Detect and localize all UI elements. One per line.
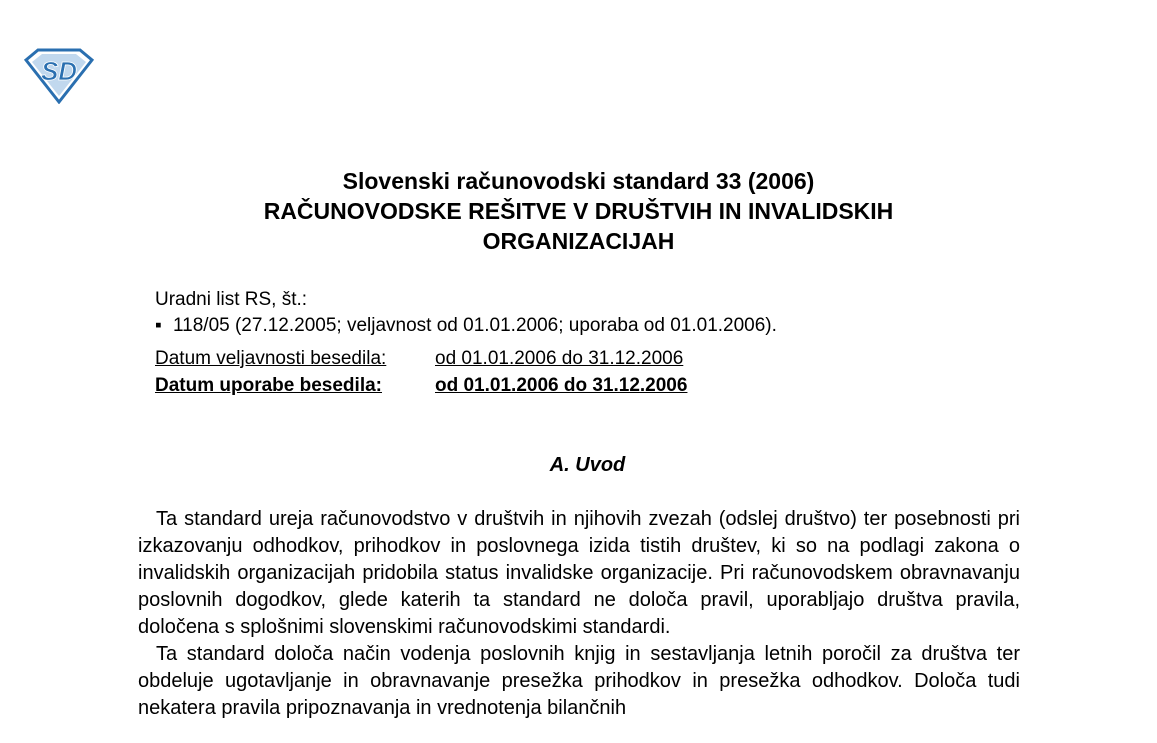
bullet-icon: ▪ — [155, 315, 162, 336]
svg-text:SD: SD — [40, 56, 78, 86]
sd-shield-logo-icon — [22, 48, 96, 104]
sd-logo — [22, 48, 96, 104]
paragraph: Ta standard določa način vodenja poslovnih knjig in sestavljanja letnih poročil za društva ter obdeluje ugotavljanje in obravnavanje presežka prihodkov in presežka odhodkov. Določa tudi nekatera pravila pripoznavanja in vrednotenja bilančnih — [138, 643, 1020, 719]
use-date-label: Datum uporabe besedila: — [155, 375, 382, 396]
validity-date-label: Datum veljavnosti besedila: — [155, 348, 387, 369]
gazette-entry — [155, 313, 777, 339]
section-heading: A. Uvod — [549, 454, 626, 476]
title-line-1: Slovenski računovodski standard 33 (2006) — [342, 168, 815, 194]
document-metadata — [155, 287, 777, 399]
document-body — [138, 506, 1020, 722]
gazette-entry-text: 118/05 (27.12.2005; veljavnost od 01.01.2006; uporaba od 01.01.2006). — [173, 315, 777, 336]
title-line-2: RAČUNOVODSKE REŠITVE V DRUŠTVIH IN INVALIDSKIH — [263, 198, 894, 224]
paragraph: Ta standard ureja računovodstvo v društvih in njihovih zvezah (odslej društvo) ter posebnosti pri izkazovanju odhodkov, prihodkov in poslovnega izida tistih društev, ki so na podlagi zakona o invalidskih organizacijah pridobila status invalidske organizacije. Pri računovodskem obravnavanju poslovnih dogodkov, glede katerih ta standard ne določa pravil, uporabljajo društva pravila, določena s splošnimi slovenskimi računovodskimi standardi. — [138, 508, 1020, 638]
gazette-label: Uradni list RS, št.: — [155, 289, 308, 310]
use-date-row — [155, 372, 777, 399]
validity-date-value: od 01.01.2006 do 31.12.2006 — [435, 348, 684, 369]
document-title — [0, 166, 1157, 256]
use-date-value: od 01.01.2006 do 31.12.2006 — [435, 375, 688, 396]
validity-date-row — [155, 345, 777, 372]
title-line-3: ORGANIZACIJAH — [482, 228, 675, 254]
